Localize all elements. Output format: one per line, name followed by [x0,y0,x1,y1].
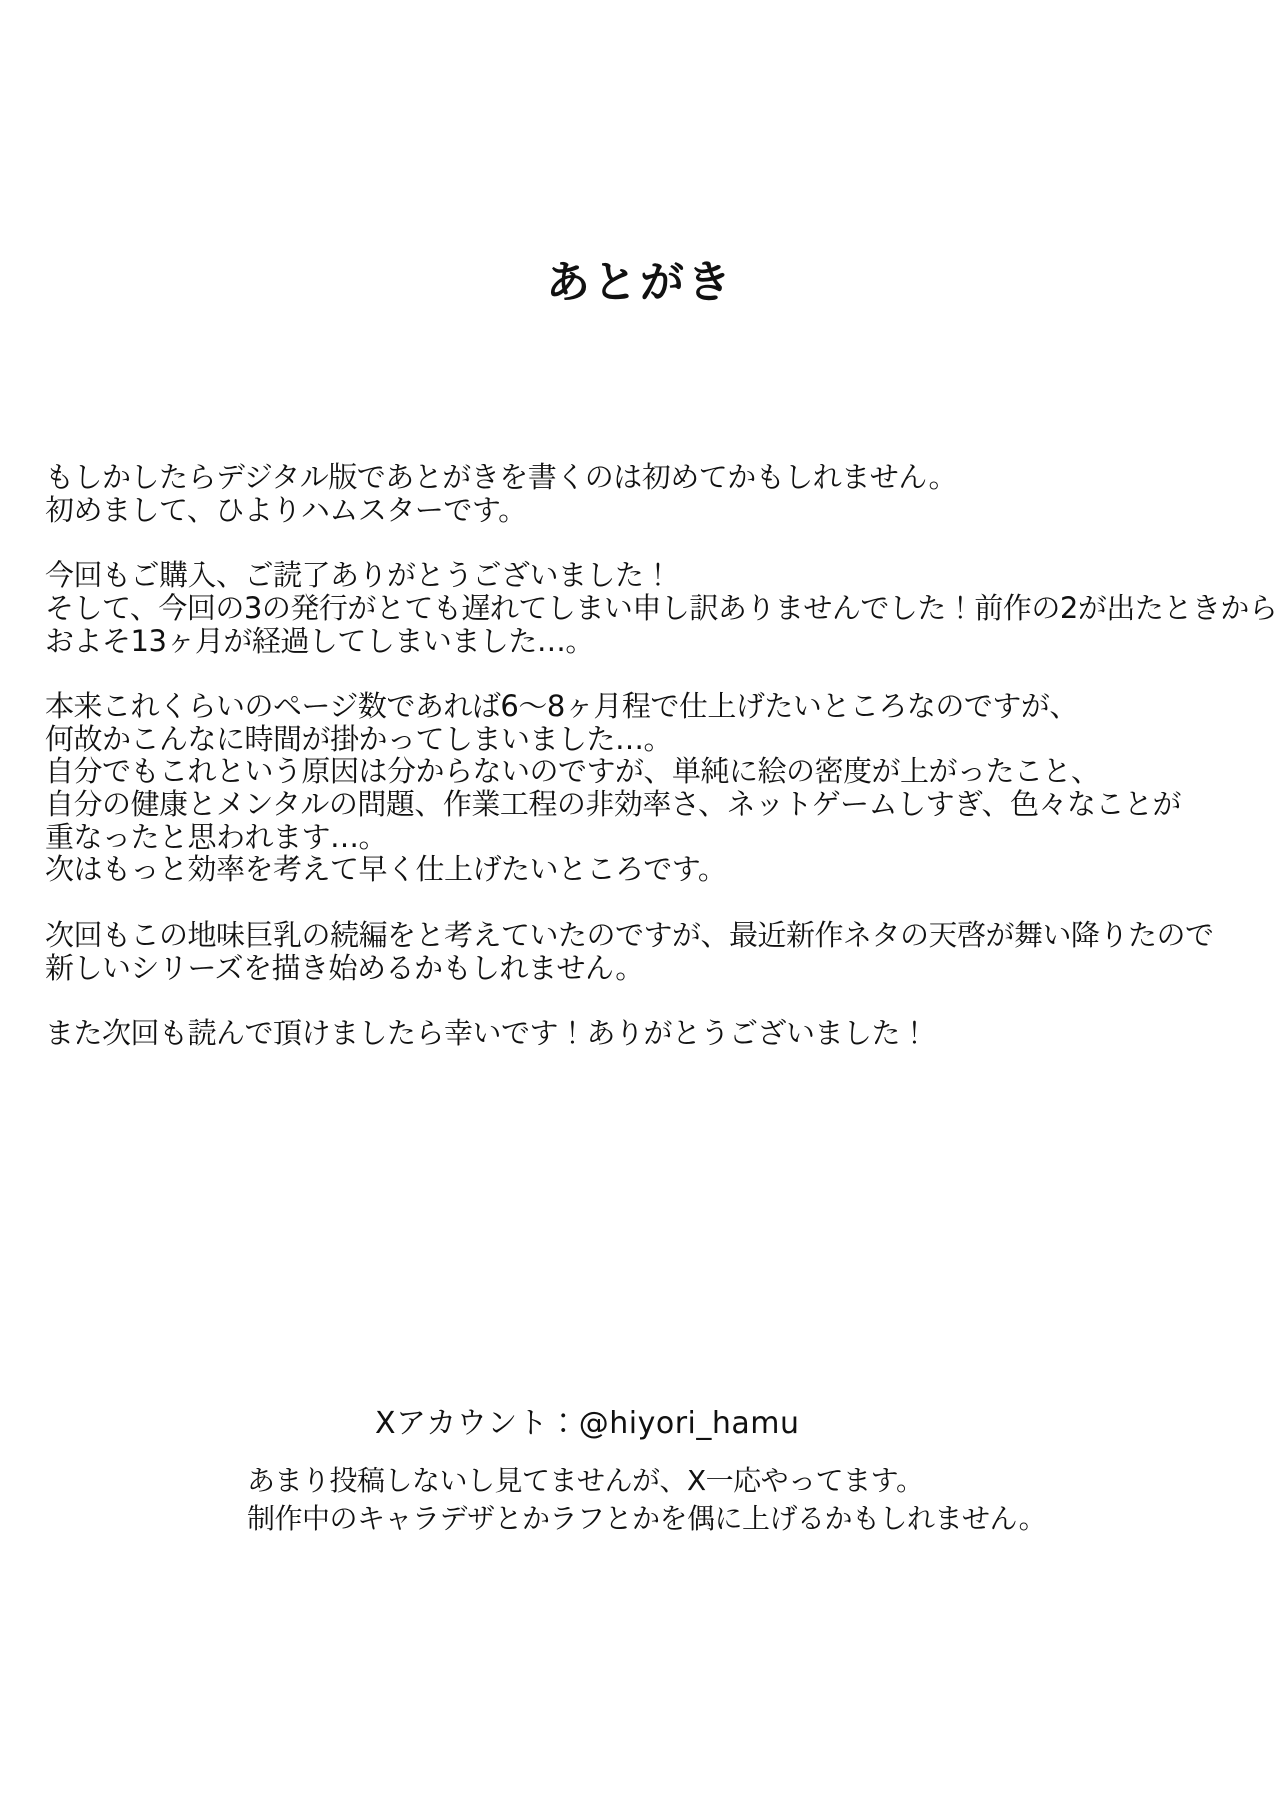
text-line: 本来これくらいのページ数であれば6～8ヶ月程で仕上げたいところなのですが、 [45,688,1078,723]
text-line: もしかしたらデジタル版であとがきを書くのは初めてかもしれません。 [45,460,958,494]
text-line: そして、今回の3の発行がとても遅れてしまい申し訳ありませんでした！前作の2が出たときから [45,590,1278,625]
text-line: 自分でもこれという原因は分からないのですが、単純に絵の密度が上がったこと、 [45,754,1100,789]
paragraph-intro [45,461,1245,526]
text-line: 新しいシリーズを描き始めるかもしれません。 [45,950,644,985]
text-line: また次回も読んで頂けましたら幸いです！ありがとうございました！ [45,1015,929,1050]
text-line: 初めまして、ひよりハムスターです。 [45,492,527,527]
text-line: 何故かこんなに時間が掛かってしまいました…。 [45,721,673,756]
text-line: 自分の健康とメンタルの問題、作業工程の非効率さ、ネットゲームしすぎ、色々なことが [45,787,1181,821]
text-line: あまり投稿しないし見てませんが、X一応やってます。 [247,1464,924,1497]
text-line: およそ13ヶ月が経過してしまいました…。 [45,623,594,658]
paragraph-thanks [45,558,1278,658]
paragraph-delay-reasons [45,690,1245,886]
text-line: 重なったと思われます…。 [45,819,388,854]
afterword-body [45,460,1278,1082]
paragraph-closing [45,1017,1245,1050]
footer-note [247,1462,1046,1538]
x-account-handle: Xアカウント：@hiyori_hamu [375,1406,800,1441]
text-line: 次はもっと効率を考えて早く仕上げたいところです。 [45,852,727,887]
paragraph-next-work [45,919,1245,984]
text-line: 次回もこの地味巨乳の続編をと考えていたのですが、最近新作ネタの天啓が舞い降りたので [45,917,1214,952]
text-line: 今回もご購入、ご読了ありがとうございました！ [45,558,673,593]
text-line: 制作中のキャラデザとかラフとかを偶に上げるかもしれません。 [247,1502,1047,1535]
page-title: あとがき [546,257,734,308]
